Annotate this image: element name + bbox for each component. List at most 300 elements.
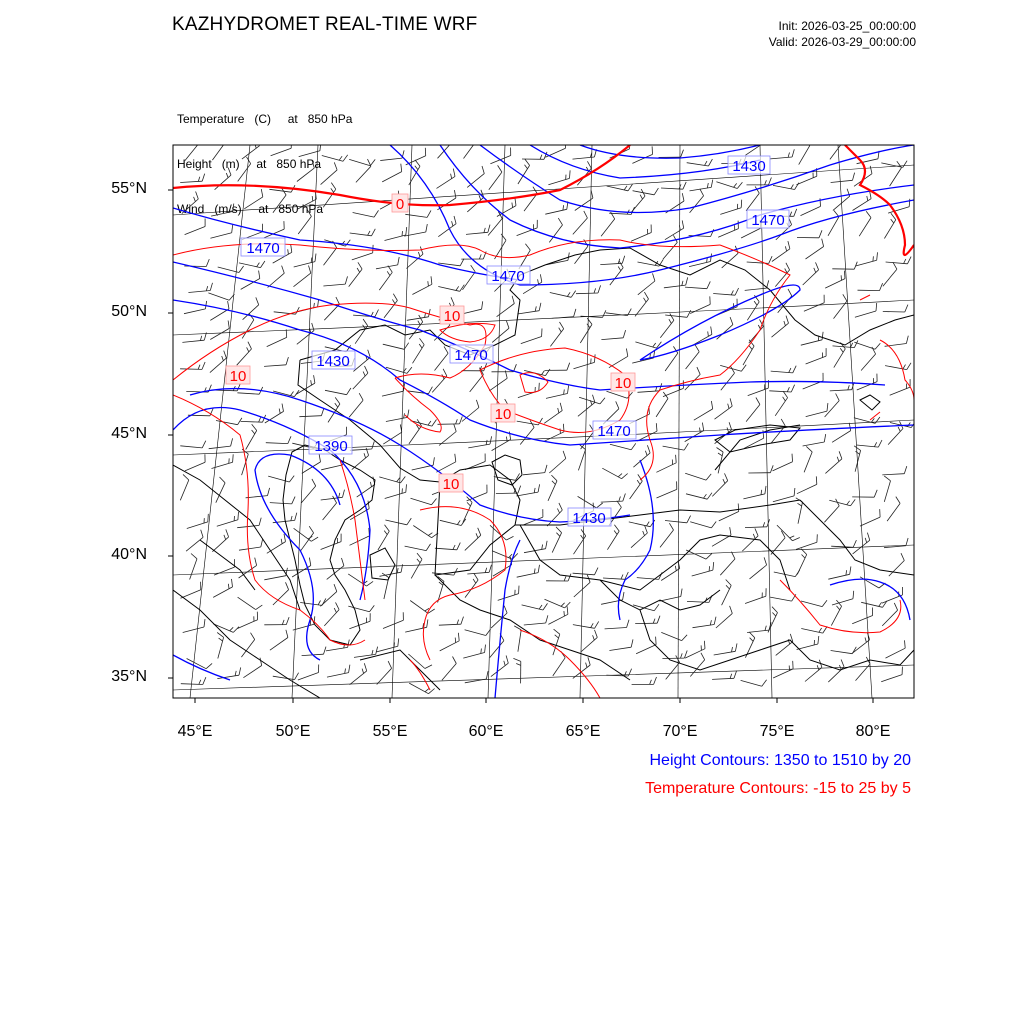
wind-barb-feather: [874, 490, 877, 497]
wind-barb-feather: [204, 619, 205, 627]
wind-barb-shaft: [324, 304, 339, 320]
wind-barb-shaft: [773, 669, 793, 678]
wind-barb-feather: [574, 309, 576, 317]
wind-barb-feather: [564, 576, 566, 581]
wind-barb-shaft: [686, 352, 700, 369]
wind-barb-feather: [624, 671, 626, 676]
wind-barb-feather: [335, 403, 338, 407]
wind-barb-feather: [564, 389, 565, 394]
wind-barb-shaft: [404, 232, 426, 236]
wind-barb-feather: [711, 401, 712, 409]
wind-barb-feather: [259, 518, 261, 526]
wind-barb-feather: [375, 310, 379, 317]
wind-barb-feather: [489, 565, 491, 573]
wind-barb-shaft: [524, 623, 546, 625]
wind-barb-feather: [686, 277, 688, 285]
wind-barb-feather: [844, 271, 845, 279]
wind-barb-shaft: [238, 620, 258, 629]
wind-barb-feather: [538, 565, 539, 573]
wind-barb-shaft: [573, 573, 595, 575]
wind-barb-feather: [595, 621, 599, 628]
wind-barb-feather: [631, 639, 633, 647]
wind-barb-shaft: [212, 537, 228, 552]
wind-barb-feather: [790, 536, 795, 538]
wind-barb-feather: [676, 455, 677, 463]
wind-barb-feather: [906, 336, 908, 344]
wind-barb-feather: [362, 669, 364, 674]
wind-barb-feather: [402, 231, 403, 236]
wind-barb-feather: [235, 671, 236, 676]
wind-barb-feather: [730, 674, 732, 679]
wind-barb-feather: [704, 494, 707, 498]
wind-barb-shaft: [301, 533, 314, 551]
wind-barb-feather: [702, 423, 703, 431]
wind-barb-shaft: [770, 597, 792, 601]
wind-barb-shaft: [214, 567, 235, 575]
wind-barb-shaft: [377, 668, 392, 684]
wind-barb-feather: [687, 310, 691, 317]
wind-barb-feather: [418, 252, 420, 257]
wind-barb-feather: [443, 369, 447, 376]
wind-barb-shaft: [517, 228, 538, 236]
wind-barb-feather: [896, 497, 900, 504]
wind-barb-shaft: [490, 525, 506, 540]
wind-barb-shaft: [657, 489, 677, 498]
wind-barb-feather: [874, 442, 876, 446]
wind-barb-feather: [342, 558, 344, 566]
wind-barb-shaft: [442, 664, 456, 681]
wind-barb-feather: [560, 403, 562, 411]
wind-barb-shaft: [520, 427, 534, 444]
wind-barb-feather: [417, 559, 420, 563]
variable-wind: Wind (m/s) at 850 hPa: [177, 202, 324, 216]
height-label: [312, 351, 355, 370]
wind-barb-feather: [735, 643, 737, 651]
wind-barb-feather: [851, 499, 856, 505]
wind-barb-feather: [866, 211, 871, 217]
height-label-text: 1470: [597, 423, 631, 440]
wind-barb-feather: [334, 162, 337, 170]
wind-barb-shaft: [327, 566, 344, 580]
wind-barb-feather: [407, 367, 412, 373]
wind-barb-shaft: [357, 485, 375, 498]
wind-barb-shaft: [180, 480, 189, 500]
wind-barb-shaft: [349, 159, 370, 165]
wind-barb-shaft: [352, 253, 373, 260]
temperature-contour-info: Temperature Contours: -15 to 25 by 5: [645, 780, 911, 797]
height-label: [487, 266, 530, 285]
wind-barb-feather: [700, 189, 704, 196]
wind-barb-shaft: [238, 164, 251, 182]
wind-barb-shaft: [324, 248, 337, 265]
wind-barb-feather: [368, 350, 371, 358]
wind-barb-shaft: [407, 317, 429, 321]
wind-barb-shaft: [180, 369, 202, 370]
wind-barb-feather: [792, 538, 799, 541]
wind-barb-feather: [623, 592, 624, 600]
wind-barb-shaft: [325, 390, 347, 394]
wind-barb-feather: [847, 501, 850, 505]
wind-barb-feather: [654, 188, 658, 195]
wind-barb-feather: [219, 638, 223, 641]
height-label-text: 1470: [454, 347, 488, 364]
wind-barb-shaft: [714, 651, 736, 655]
wind-barb-feather: [261, 539, 263, 547]
wind-barb-feather: [594, 288, 596, 293]
wind-barb-shaft: [492, 328, 509, 342]
wind-barb-shaft: [768, 613, 778, 633]
wind-barb-shaft: [210, 233, 231, 239]
wind-barb-shaft: [806, 247, 824, 260]
wind-barb-feather: [683, 182, 686, 189]
wind-barb-feather: [711, 254, 712, 262]
wind-barb-shaft: [743, 494, 765, 499]
wind-barb-feather: [194, 197, 196, 202]
wind-barb-feather: [718, 453, 722, 456]
wind-barb-feather: [561, 603, 565, 607]
wind-barb-feather: [591, 623, 594, 627]
wind-barb-feather: [447, 141, 449, 145]
wind-barb-shaft: [636, 645, 656, 654]
wind-barb-shaft: [544, 411, 562, 424]
wind-barb-feather: [311, 380, 312, 385]
wind-barb-feather: [654, 604, 659, 611]
wind-barb-shaft: [804, 303, 824, 311]
wind-barb-shaft: [884, 481, 890, 502]
wind-barb-feather: [202, 441, 206, 448]
wind-barb-feather: [199, 680, 201, 685]
wind-barb-shaft: [216, 421, 238, 425]
wind-barb-feather: [232, 579, 233, 587]
wind-barb-feather: [764, 557, 767, 565]
wind-barb-shaft: [797, 484, 817, 493]
wind-barb-feather: [903, 365, 906, 369]
lat-label: 50°N: [111, 303, 147, 320]
wind-barb-shaft: [745, 596, 766, 603]
wind-barb-shaft: [720, 208, 741, 215]
lat-label: 40°N: [111, 546, 147, 563]
wind-barb-shaft: [350, 449, 372, 450]
wind-barb-shaft: [180, 446, 202, 448]
wind-barb-shaft: [237, 393, 259, 394]
wind-barb-shaft: [216, 483, 225, 503]
wind-barb-feather: [311, 258, 312, 263]
wind-barb-shaft: [581, 432, 594, 450]
wind-barb-feather: [485, 645, 486, 653]
wind-barb-feather: [363, 319, 368, 326]
wind-barb-shaft: [550, 329, 563, 347]
wind-barb-shaft: [190, 559, 197, 580]
wind-barb-feather: [208, 514, 209, 522]
wind-barb-feather: [616, 401, 619, 408]
wind-barb-feather: [676, 655, 680, 662]
wind-barb-feather: [431, 276, 432, 284]
wind-barb-shaft: [188, 291, 210, 293]
wind-barb-shaft: [491, 663, 508, 676]
wind-barb-feather: [713, 562, 714, 570]
wind-barb-feather: [486, 671, 488, 679]
wind-barb-feather: [793, 366, 797, 373]
wind-barb-shaft: [712, 481, 727, 497]
wind-barb-shaft: [267, 337, 287, 346]
wind-barb-feather: [540, 155, 542, 160]
wind-barb-feather: [729, 422, 732, 430]
wind-barb-feather: [371, 312, 373, 317]
wind-barb-feather: [357, 268, 360, 272]
wind-barb-feather: [769, 178, 772, 185]
wind-barb-shaft: [187, 522, 208, 529]
wind-barb-shaft: [405, 214, 427, 217]
wind-barb-shaft: [664, 285, 686, 288]
wind-barb-feather: [653, 619, 655, 624]
wind-barb-shaft: [610, 444, 631, 450]
wind-barb-feather: [763, 430, 764, 438]
wind-barb-feather: [183, 474, 189, 480]
wind-barb-feather: [841, 660, 844, 667]
wind-barb-feather: [644, 298, 647, 302]
wind-barb-feather: [415, 160, 420, 166]
wind-barb-feather: [444, 346, 448, 353]
wind-barb-shaft: [609, 647, 631, 650]
wind-barb-shaft: [435, 353, 449, 370]
wind-barb-feather: [711, 180, 713, 188]
wind-barb-shaft: [467, 174, 484, 188]
wind-barb-feather: [709, 566, 710, 571]
wind-barb-shaft: [348, 606, 369, 612]
wind-barb-shaft: [302, 462, 321, 474]
wind-barb-shaft: [464, 141, 477, 159]
wind-barb-shaft: [803, 270, 819, 285]
wind-barb-feather: [783, 397, 786, 401]
wind-barb-feather: [770, 465, 773, 472]
wind-barb-feather: [333, 496, 337, 503]
wind-barb-shaft: [606, 675, 628, 676]
wind-barb-feather: [792, 149, 794, 157]
wind-barb-shaft: [690, 660, 704, 677]
lat-label: 35°N: [111, 668, 147, 685]
wind-barb-feather: [669, 523, 673, 530]
wind-barb-feather: [279, 409, 280, 414]
wind-barb-feather: [542, 545, 543, 550]
wind-barb-feather: [358, 262, 362, 269]
wind-barb-feather: [704, 641, 705, 649]
wind-barb-feather: [406, 484, 407, 492]
wind-barb-feather: [788, 241, 790, 249]
wind-barb-feather: [539, 303, 541, 311]
wind-barb-shaft: [209, 446, 231, 449]
wind-barb-feather: [850, 566, 851, 574]
wind-barb-shaft: [861, 354, 876, 371]
wind-barb-shaft: [411, 498, 432, 505]
height-label-text: 1390: [314, 438, 348, 455]
wind-barb-feather: [513, 658, 520, 661]
wind-barb-shaft: [882, 595, 902, 603]
wind-barb-feather: [901, 553, 904, 560]
wind-barb-shaft: [438, 142, 453, 158]
wind-barb-feather: [482, 166, 484, 174]
wind-barb-feather: [673, 235, 677, 242]
wind-barb-feather: [426, 224, 428, 232]
wind-barb-feather: [506, 656, 508, 664]
wind-barb-shaft: [825, 459, 842, 474]
caspian-sea-coastline: [283, 445, 395, 645]
wind-barb-shaft: [294, 273, 311, 287]
wind-barb-feather: [621, 575, 623, 580]
wind-barb-shaft: [238, 597, 256, 609]
wind-barb-feather: [348, 640, 350, 648]
wind-barb-shaft: [410, 601, 428, 614]
wind-barb-feather: [618, 267, 621, 271]
wind-barb-feather: [600, 398, 605, 404]
wind-barb-feather: [682, 220, 684, 228]
wind-barb-shaft: [828, 217, 839, 236]
wind-barb-feather: [504, 661, 505, 666]
wind-barb-feather: [827, 403, 828, 411]
temperature-contour-labels: [226, 194, 635, 493]
wind-barb-feather: [429, 309, 431, 317]
wind-barb-shaft: [716, 182, 737, 189]
wind-barb-feather: [598, 285, 601, 293]
wind-barb-feather: [788, 153, 789, 158]
wind-barb-feather: [819, 628, 822, 632]
wind-barb-feather: [336, 602, 340, 609]
wind-barb-feather: [856, 451, 860, 454]
wind-barb-feather: [551, 475, 557, 481]
wind-barb-feather: [853, 591, 854, 599]
wind-barb-feather: [419, 344, 422, 348]
height-label: [747, 210, 789, 229]
wind-barb-shaft: [264, 365, 286, 367]
wind-barb-feather: [814, 640, 815, 645]
wind-barb-shaft: [294, 262, 315, 267]
wind-barb-feather: [471, 265, 476, 272]
wind-barb-feather: [567, 363, 570, 371]
wind-barb-feather: [343, 155, 348, 162]
wind-barb-shaft: [855, 311, 876, 317]
wind-barb-feather: [453, 545, 455, 550]
height-label-text: 1470: [491, 268, 525, 285]
wind-barb-shaft: [805, 667, 822, 681]
wind-barb-feather: [339, 156, 342, 160]
wind-barb-feather: [865, 638, 866, 643]
wind-barb-feather: [432, 420, 437, 427]
wind-barb-shaft: [376, 265, 398, 269]
temp-label-text: 10: [494, 406, 512, 423]
wind-barb-shaft: [382, 391, 403, 396]
wind-barb-feather: [784, 321, 786, 326]
wind-barb-shaft: [242, 146, 260, 159]
wind-barb-feather: [220, 477, 226, 483]
wind-barb-feather: [790, 212, 792, 217]
wind-barb-feather: [282, 620, 284, 625]
wind-barb-feather: [289, 476, 294, 482]
wind-barb-shaft: [246, 431, 257, 450]
wind-barb-shaft: [799, 146, 810, 165]
wind-barb-shaft: [661, 632, 681, 640]
wind-barb-shaft: [719, 512, 739, 521]
wind-barb-feather: [307, 210, 311, 217]
temp-label: [392, 194, 408, 213]
wind-barb-shaft: [489, 172, 502, 190]
wind-barb-shaft: [488, 219, 502, 236]
wind-barb-feather: [714, 617, 716, 625]
wind-barb-feather: [542, 371, 545, 375]
lat-label: 55°N: [111, 180, 147, 197]
wind-barb-feather: [878, 440, 882, 447]
wind-barb-shaft: [831, 180, 853, 182]
wind-barb-feather: [546, 615, 548, 623]
wind-barb-feather: [255, 143, 256, 148]
wind-barb-shaft: [182, 340, 204, 342]
wind-barb-feather: [347, 388, 351, 395]
wind-barb-shaft: [239, 547, 261, 550]
height-label: [728, 156, 770, 175]
wind-barb-feather: [734, 671, 737, 679]
wind-barb-shaft: [210, 309, 229, 321]
wind-barb-feather: [628, 184, 632, 191]
wind-barb-shaft: [516, 492, 538, 496]
wind-barb-shaft: [518, 630, 521, 652]
temp-label: [491, 404, 515, 423]
wind-barb-feather: [730, 317, 733, 325]
wind-barb-feather: [567, 606, 568, 614]
wind-barb-shaft: [355, 326, 368, 344]
wind-barb-feather: [268, 488, 270, 496]
temp-label: [440, 306, 464, 325]
wind-barb-feather: [417, 553, 422, 559]
wind-barb-feather: [533, 187, 537, 194]
wind-barb-shaft: [831, 546, 853, 547]
wind-barb-feather: [286, 617, 289, 625]
wind-barb-feather: [904, 466, 907, 474]
wind-barb-shaft: [573, 157, 595, 159]
wind-barb-shaft: [601, 219, 615, 236]
wind-barb-shaft: [746, 193, 759, 211]
wind-barb-shaft: [379, 477, 400, 483]
wind-barb-shaft: [890, 387, 910, 395]
wind-barb-shaft: [663, 242, 677, 259]
wind-barb-shaft: [349, 269, 362, 287]
wind-barb-feather: [454, 424, 457, 432]
wind-barb-shaft: [323, 503, 337, 520]
wind-barb-feather: [406, 227, 407, 235]
wind-barb-feather: [731, 366, 735, 373]
wind-barb-shaft: [574, 362, 595, 368]
wind-barb-feather: [681, 589, 682, 597]
wind-barb-feather: [867, 533, 869, 541]
wind-barb-shaft: [210, 328, 229, 339]
wind-barb-feather: [538, 484, 540, 492]
wind-barb-shaft: [383, 344, 404, 349]
wind-barb-shaft: [297, 199, 317, 209]
wind-barb-shaft: [882, 610, 897, 626]
wind-barb-shaft: [887, 503, 900, 521]
wind-barb-shaft: [830, 142, 843, 160]
wind-barb-feather: [260, 658, 262, 666]
wind-barb-feather: [669, 319, 672, 323]
wind-barb-feather: [247, 347, 249, 351]
temp-label: [611, 373, 635, 392]
wind-barb-feather: [312, 479, 316, 486]
wind-barb-shaft: [385, 492, 406, 498]
wind-barb-feather: [321, 408, 324, 416]
wind-barb-feather: [359, 393, 363, 400]
wind-barb-shaft: [860, 517, 880, 526]
wind-barb-feather: [687, 516, 691, 523]
wind-barb-shaft: [436, 462, 455, 472]
wind-barb-shaft: [832, 431, 851, 443]
wind-barb-feather: [242, 449, 248, 454]
